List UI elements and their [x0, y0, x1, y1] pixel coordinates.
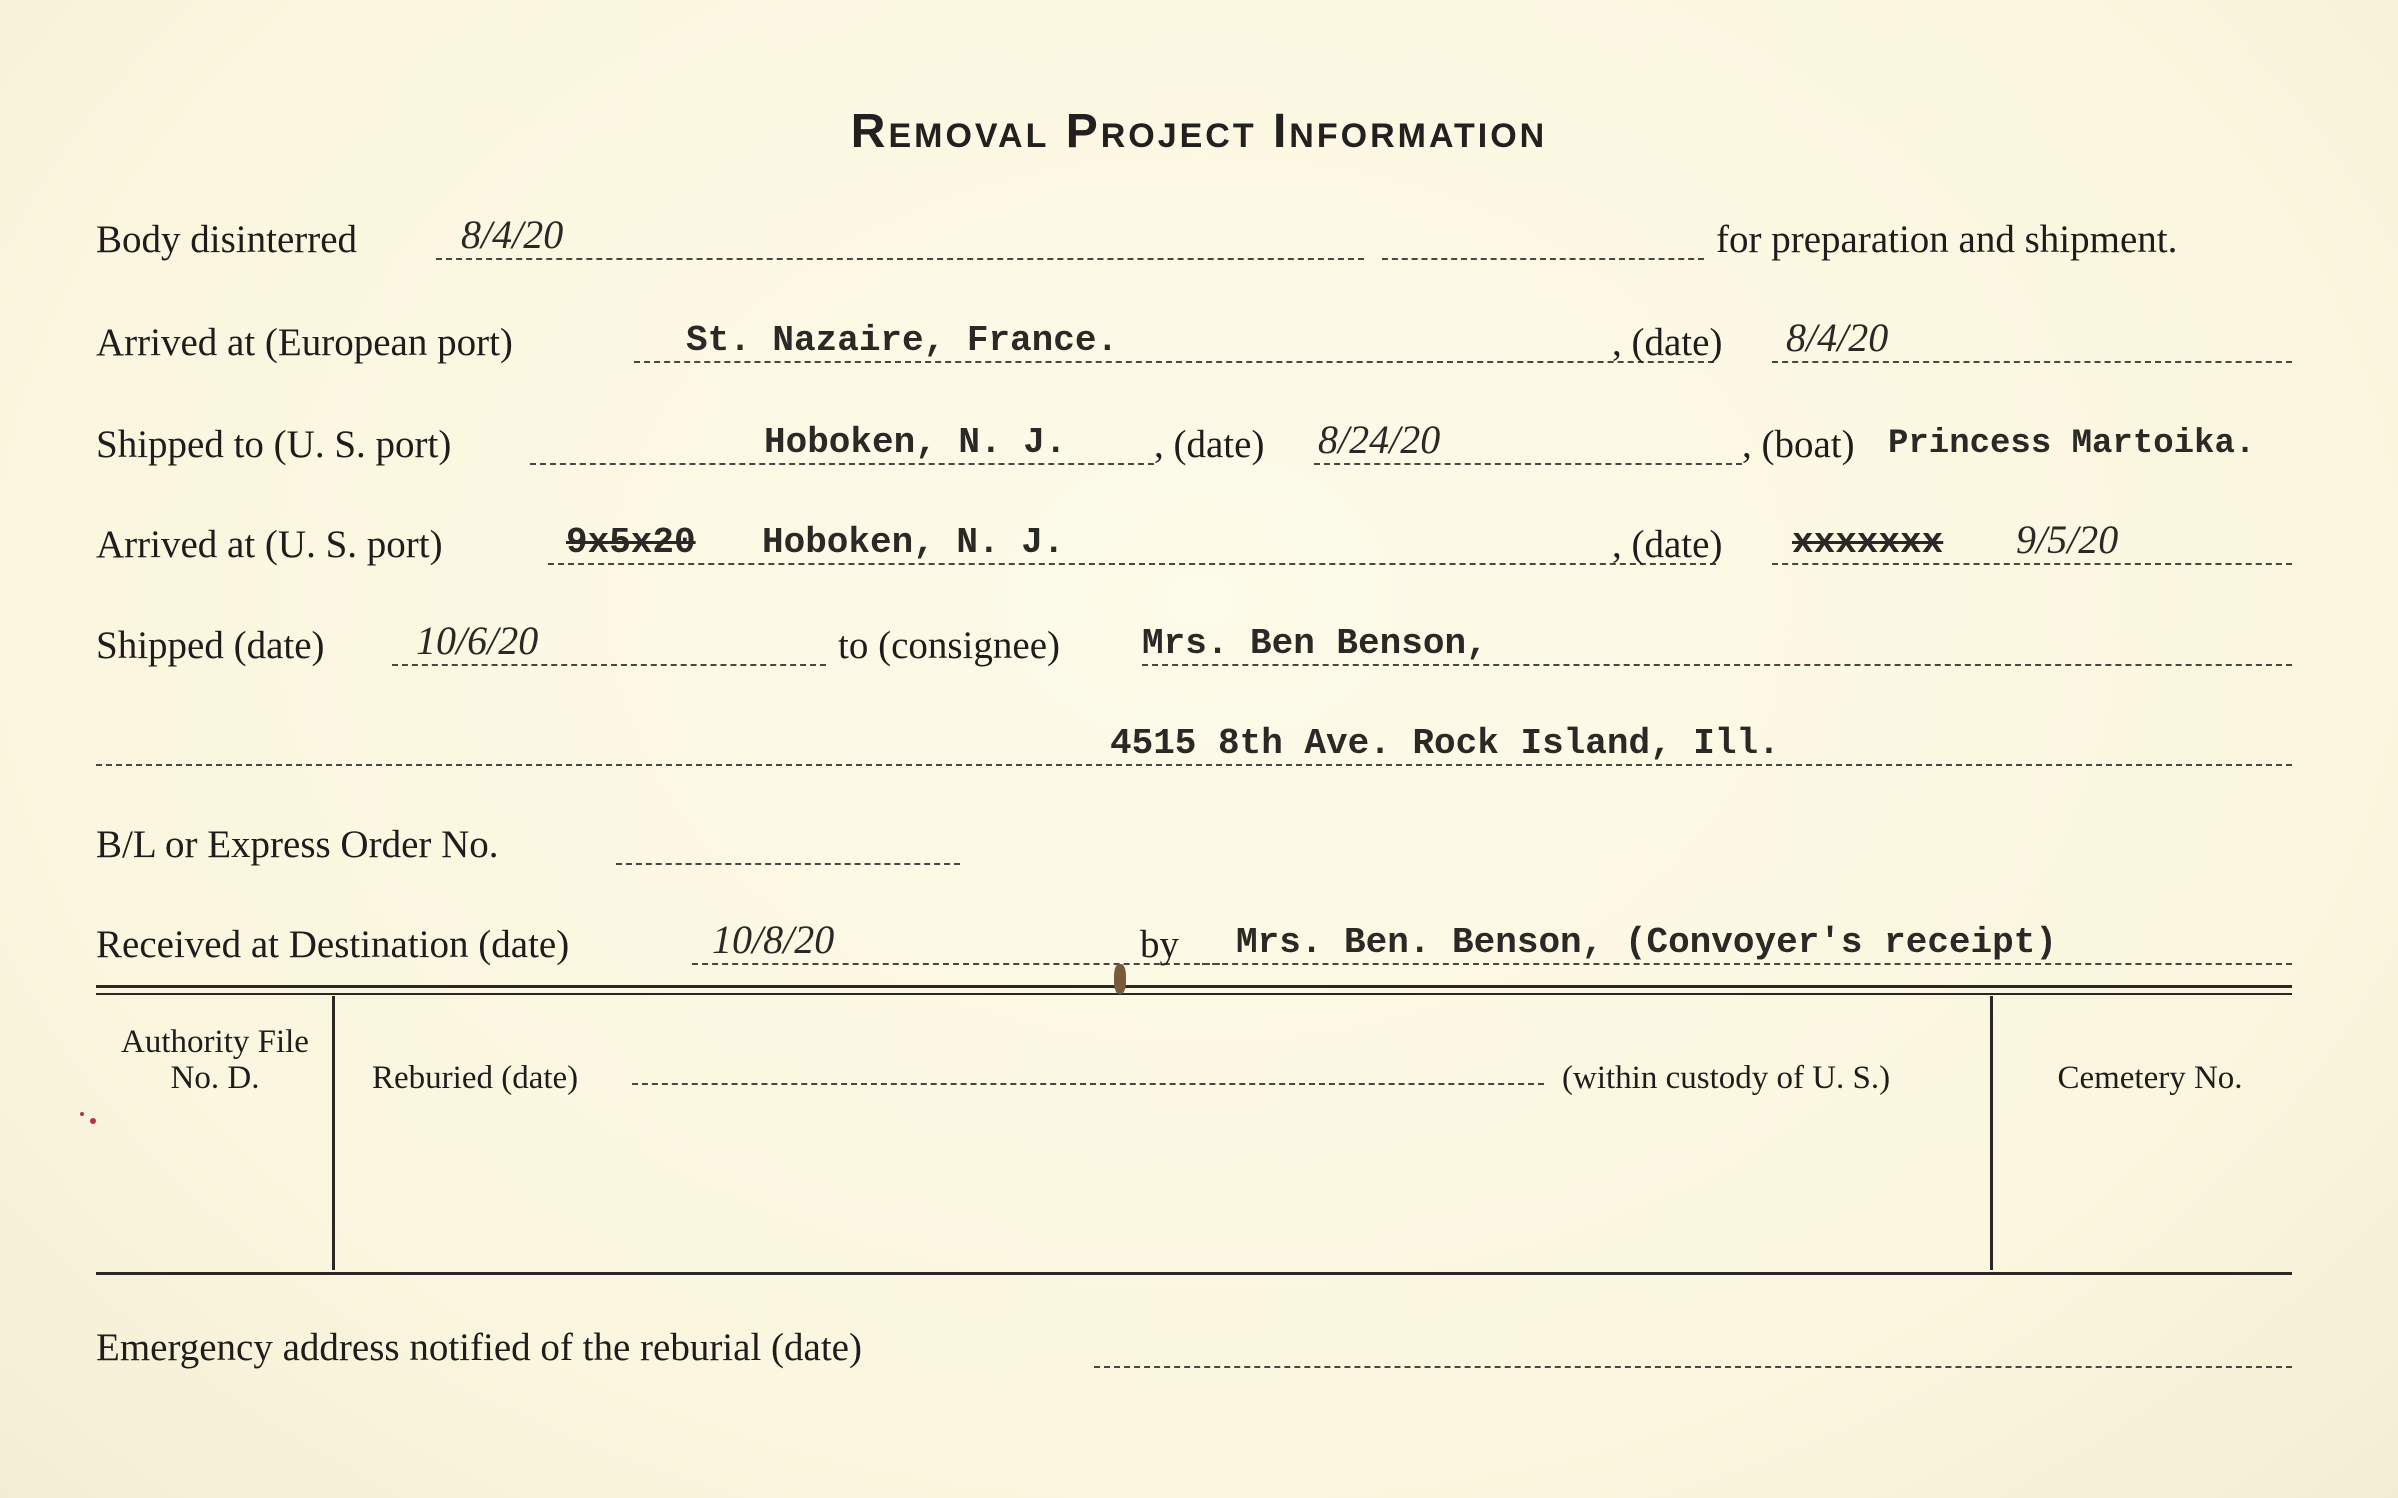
- cemetery-label: Cemetery No.: [2057, 1060, 2243, 1096]
- received-by-label: by: [1140, 923, 1179, 966]
- disinterred-line: [436, 258, 1364, 260]
- row-disinterred: [96, 210, 2296, 270]
- arrived-us-port-line: [548, 563, 1716, 565]
- emergency-line: [1094, 1366, 2292, 1368]
- arrived-us-label: Arrived at (U. S. port): [96, 523, 443, 566]
- arrived-us-struck: 9x5x20: [566, 522, 696, 563]
- shipped-consignee-line: [1142, 664, 2292, 666]
- shipped-us-label: Shipped to (U. S. port): [96, 423, 452, 466]
- received-label: Received at Destination (date): [96, 923, 570, 966]
- shipped-consignee-label: to (consignee): [838, 624, 1061, 667]
- row-emergency: [96, 1318, 2296, 1378]
- shipped-date: 10/6/20: [416, 618, 539, 663]
- disinterred-label: Body disinterred: [96, 218, 358, 261]
- row-arrived-eu: [96, 313, 2296, 373]
- shipped-date-line: [392, 664, 826, 666]
- shipped-us-boat-label: , (boat): [1742, 423, 1855, 466]
- address-value: 4515 8th Ave. Rock Island, Ill.: [1110, 723, 1780, 764]
- shipped-us-date-line: [1314, 463, 1742, 465]
- arrived-us-date-struck: xxxxxxx: [1792, 522, 1944, 563]
- authority-file-label: Authority File No. D.: [121, 1024, 309, 1096]
- row-shipped: [96, 616, 2296, 676]
- disinterred-date: 8/4/20: [461, 212, 564, 257]
- arrived-eu-label: Arrived at (European port): [96, 321, 513, 364]
- received-by: Mrs. Ben. Benson, (Convoyer's receipt): [1236, 922, 2057, 963]
- shipped-us-date: 8/24/20: [1318, 417, 1441, 462]
- arrived-us-date-line: [1772, 563, 2292, 565]
- disinterred-suffix: for preparation and shipment.: [1716, 218, 2178, 261]
- arrived-eu-date: 8/4/20: [1786, 315, 1889, 360]
- arrived-eu-port: St. Nazaire, France.: [686, 320, 1119, 361]
- arrived-eu-date-line: [1772, 361, 2292, 363]
- ink-blot: [1114, 964, 1126, 994]
- red-speck: [90, 1118, 96, 1124]
- red-speck-2: [80, 1112, 84, 1116]
- shipped-us-port-line: [530, 463, 1154, 465]
- arrived-us-date: 9/5/20: [2016, 517, 2119, 562]
- arrived-eu-port-line: [634, 361, 1714, 363]
- table-divider-1: [332, 996, 335, 1270]
- shipped-label: Shipped (date): [96, 624, 325, 667]
- bl-label: B/L or Express Order No.: [96, 823, 499, 866]
- bl-line: [616, 863, 960, 865]
- address-line: [96, 764, 2292, 766]
- card-title: Removal Project Information: [850, 105, 1548, 158]
- shipped-us-boat: Princess Martoika.: [1888, 425, 2256, 463]
- received-date: 10/8/20: [712, 917, 835, 962]
- shipped-us-port: Hoboken, N. J.: [764, 422, 1067, 463]
- emergency-label: Emergency address notified of the reburial (date): [96, 1326, 862, 1369]
- received-by-line: [1202, 963, 2292, 965]
- disinterred-line-2: [1382, 258, 1704, 260]
- custody-label: (within custody of U. S.): [1562, 1060, 1891, 1096]
- row-address: [96, 716, 2296, 776]
- arrived-eu-date-label: , (date): [1612, 321, 1723, 364]
- table-top-rule: [96, 985, 2292, 988]
- reburied-label: Reburied (date): [372, 1060, 579, 1096]
- row-received: [96, 915, 2296, 975]
- table-top-rule-2: [96, 993, 2292, 995]
- reburied-line: [632, 1083, 1544, 1085]
- arrived-us-port: Hoboken, N. J.: [762, 522, 1065, 563]
- table-bottom-rule: [96, 1272, 2292, 1275]
- shipped-consignee: Mrs. Ben Benson,: [1142, 623, 1488, 664]
- row-arrived-us: [96, 515, 2296, 575]
- arrived-us-date-label: , (date): [1612, 523, 1723, 566]
- shipped-us-date-label: , (date): [1154, 423, 1265, 466]
- row-shipped-us: [96, 415, 2296, 475]
- table-divider-2: [1990, 996, 1993, 1270]
- row-bl: [96, 815, 2296, 875]
